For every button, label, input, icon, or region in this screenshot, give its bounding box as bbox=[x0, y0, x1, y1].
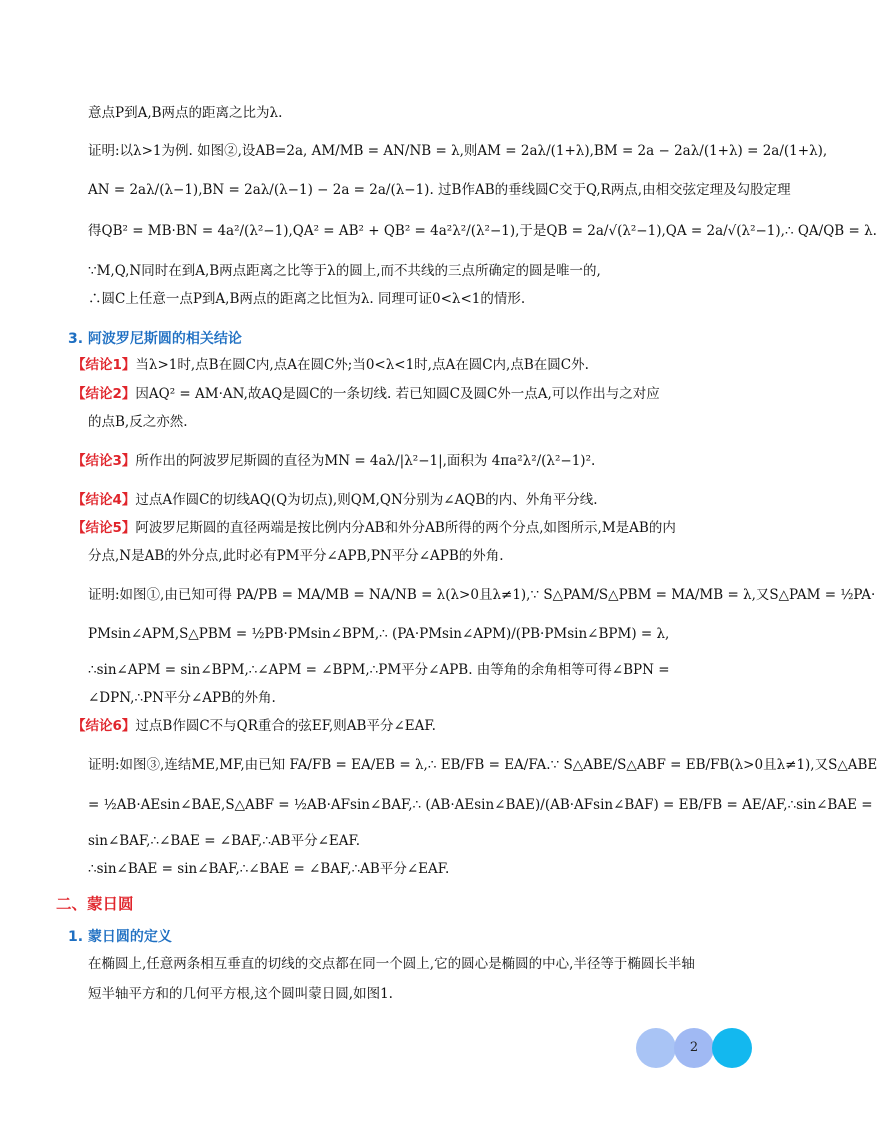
conclusion-tag: 【结论2】 bbox=[72, 386, 136, 402]
page-number: 2 bbox=[689, 1040, 699, 1055]
conclusion-4 bbox=[72, 490, 598, 510]
proof-5-line: 证明:如图①,由已知可得 PA/PB = MA/MB = NA/NB = λ(λ>0且λ≠1),∵ S△PAM/S△PBM = MA/MB = λ,又S△PAM = ½PA· bbox=[88, 587, 876, 603]
monge-definition-line: 在椭圆上,任意两条相互垂直的切线的交点都在同一个圆上,它的圆心是椭圆的中心,半径等于椭圆长半轴 bbox=[88, 956, 695, 972]
badge-circle bbox=[636, 1028, 676, 1068]
text-line: 证明:以λ>1为例. 如图②,设AB=2a, AM/MB = AN/NB = λ,则AM = 2aλ/(1+λ),BM = 2a − 2aλ/(1+λ) = 2a/(1+λ), bbox=[88, 143, 828, 159]
proof-6-line: = ½AB·AEsin∠BAE,S△ABF = ½AB·AFsin∠BAF,∴ (AB·AEsin∠BAE)/(AB·AFsin∠BAF) = EB/FB = AE/AF,∴sin∠BAE = bbox=[88, 797, 873, 813]
conclusion-tag: 【结论4】 bbox=[72, 492, 136, 508]
conclusion-text: 过点A作圆C的切线AQ(Q为切点),则QM,QN分别为∠AQB的内、外角平分线. bbox=[135, 492, 598, 508]
conclusion-5 bbox=[72, 518, 676, 538]
page-number-badge bbox=[636, 1028, 754, 1068]
proof-5-line: ∴sin∠APM = sin∠BPM,∴∠APM = ∠BPM,∴PM平分∠APB. 由等角的余角相等可得∠BPN = bbox=[88, 662, 670, 678]
conclusion-tag: 【结论6】 bbox=[72, 718, 136, 734]
conclusion-6 bbox=[72, 716, 436, 736]
conclusion-text: 当λ>1时,点B在圆C内,点A在圆C外;当0<λ<1时,点A在圆C内,点B在圆C外. bbox=[135, 357, 589, 373]
conclusion-tag: 【结论5】 bbox=[72, 520, 136, 536]
subsection-heading: 1. 蒙日圆的定义 bbox=[68, 929, 172, 945]
text-line: 意点P到A,B两点的距离之比为λ. bbox=[88, 105, 283, 121]
conclusion-2-cont: 的点B,反之亦然. bbox=[88, 414, 188, 430]
conclusion-tag: 【结论1】 bbox=[72, 357, 136, 373]
proof-6-line: sin∠BAF,∴∠BAE = ∠BAF,∴AB平分∠EAF. bbox=[88, 833, 361, 849]
conclusion-text: 阿波罗尼斯圆的直径两端是按比例内分AB和外分AB所得的两个分点,如图所示,M是AB的内 bbox=[135, 520, 676, 536]
text-line: AN = 2aλ/(λ−1),BN = 2aλ/(λ−1) − 2a = 2a/(λ−1). 过B作AB的垂线圆C交于Q,R两点,由相交弦定理及勾股定理 bbox=[88, 182, 791, 198]
proof-6-line: ∴sin∠BAE = sin∠BAF,∴∠BAE = ∠BAF,∴AB平分∠EAF. bbox=[88, 861, 450, 877]
conclusion-text: 过点B作圆C不与QR重合的弦EF,则AB平分∠EAF. bbox=[135, 718, 436, 734]
monge-definition-line: 短半轴平方和的几何平方根,这个圆叫蒙日圆,如图1. bbox=[88, 986, 393, 1002]
section-3-heading: 3. 阿波罗尼斯圆的相关结论 bbox=[68, 331, 242, 347]
conclusion-2 bbox=[72, 384, 660, 404]
badge-circle bbox=[712, 1028, 752, 1068]
conclusion-1 bbox=[72, 355, 589, 375]
proof-5-line: PMsin∠APM,S△PBM = ½PB·PMsin∠BPM,∴ (PA·PMsin∠APM)/(PB·PMsin∠BPM) = λ, bbox=[88, 626, 670, 642]
conclusion-tag: 【结论3】 bbox=[72, 453, 136, 469]
conclusion-5-cont: 分点,N是AB的外分点,此时必有PM平分∠APB,PN平分∠APB的外角. bbox=[88, 548, 504, 564]
conclusion-text: 所作出的阿波罗尼斯圆的直径为MN = 4aλ/|λ²−1|,面积为 4πa²λ²/(λ²−1)². bbox=[135, 453, 596, 469]
text-line: ∵M,Q,N同时在到A,B两点距离之比等于λ的圆上,而不共线的三点所确定的圆是唯一的, bbox=[88, 263, 601, 279]
proof-6-line: 证明:如图③,连结ME,MF,由已知 FA/FB = EA/EB = λ,∴ EB/FB = EA/FA.∵ S△ABE/S△ABF = EB/FB(λ>0且λ≠1),又S△ABE bbox=[88, 757, 877, 773]
conclusion-text: 因AQ² = AM·AN,故AQ是圆C的一条切线. 若已知圆C及圆C外一点A,可以作出与之对应 bbox=[135, 386, 660, 402]
proof-5-line: ∠DPN,∴PN平分∠APB的外角. bbox=[88, 690, 276, 706]
text-line: 得QB² = MB·BN = 4a²/(λ²−1),QA² = AB² + QB² = 4a²λ²/(λ²−1),于是QB = 2a/√(λ²−1),QA = 2a/√(λ²−1),∴ QA/QB = λ. bbox=[88, 223, 877, 239]
text-line: ∴圆C上任意一点P到A,B两点的距离之比恒为λ. 同理可证0<λ<1的情形. bbox=[88, 291, 526, 307]
section-2-heading: 二、蒙日圆 bbox=[56, 895, 134, 913]
conclusion-3 bbox=[72, 451, 595, 471]
